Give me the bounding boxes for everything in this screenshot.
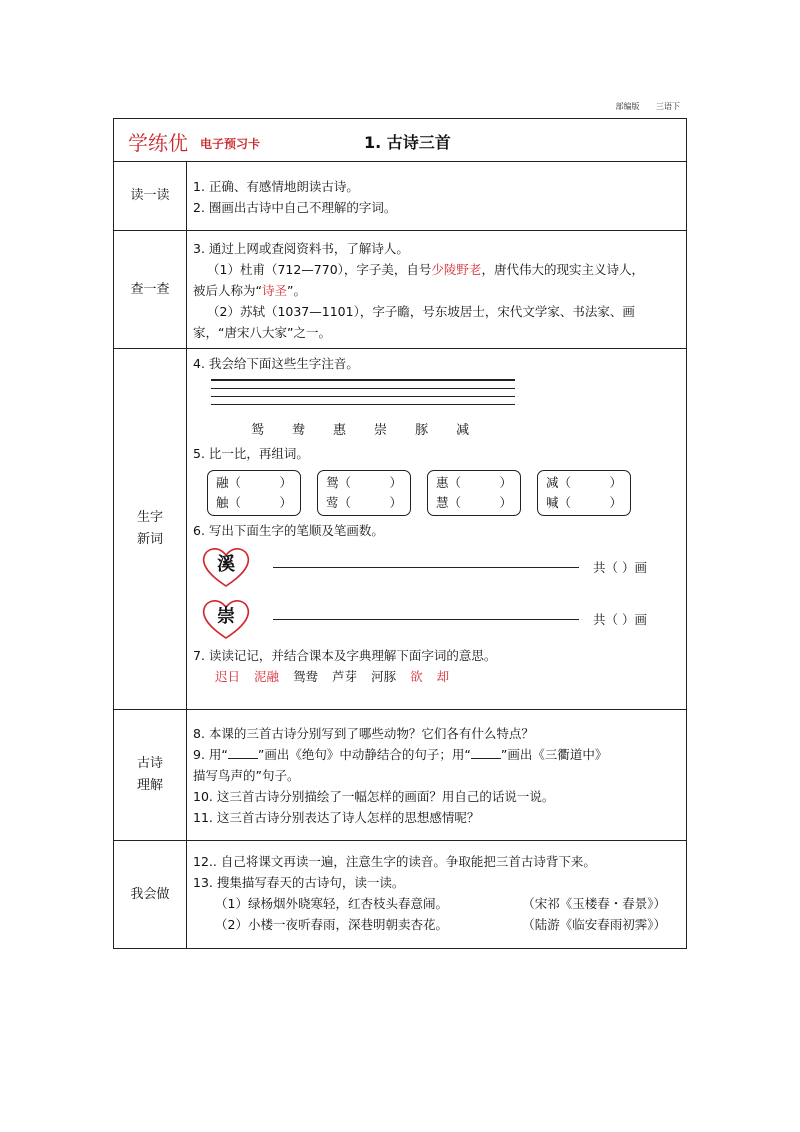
compare-paren: ） — [609, 495, 622, 510]
section-body — [187, 841, 686, 948]
compare-char: 喊（ — [546, 495, 572, 510]
stroke-count: 共（ ）画 — [593, 612, 647, 627]
highlight-text: 诗圣 — [261, 283, 287, 298]
question-3: 3. 通过上网或查阅资料书，了解诗人。 — [193, 241, 409, 256]
compare-char: 减（ — [546, 475, 572, 490]
compare-paren: ） — [499, 495, 512, 510]
poet-dufu-text: ，唐代伟大的现实主义诗人， — [481, 262, 644, 277]
section-body — [187, 231, 686, 348]
compare-paren: ） — [389, 475, 402, 490]
section-do — [114, 841, 686, 948]
poem-text: （2）小楼一夜听春雨，深巷明朝卖杏花。 — [215, 917, 448, 932]
question-10: 10. 这三首古诗分别描绘了一幅怎样的画面？用自己的话说一说。 — [193, 789, 555, 804]
section-new-chars — [114, 349, 686, 710]
poem-line — [193, 893, 686, 914]
poem-source: （宋祁《玉楼春・春景》） — [522, 896, 666, 911]
question-2: 2. 圈画出古诗中自己不理解的字词。 — [193, 200, 397, 215]
stroke-row — [193, 541, 686, 593]
lesson-title: 1. 古诗三首 — [364, 133, 451, 152]
compare-boxes — [207, 470, 686, 516]
stroke-count: 共（ ）画 — [593, 560, 647, 575]
char-item: 惠 — [333, 423, 347, 438]
char-list — [251, 420, 686, 441]
stroke-row — [193, 593, 686, 645]
question-9 — [193, 744, 686, 765]
section-label: 查一查 — [114, 231, 187, 348]
question-6: 6. 写出下面生字的笔顺及笔画数。 — [193, 523, 384, 538]
question-9-text: ”画出《三衢道中》 — [500, 747, 608, 762]
stroke-order-line[interactable] — [273, 619, 579, 620]
char-item: 鸳 — [251, 423, 265, 438]
section-label-line: 理解 — [136, 778, 163, 793]
poet-dufu-line — [193, 259, 686, 280]
question-8: 8. 本课的三首古诗分别写到了哪些动物？它们各有什么特点？ — [193, 726, 534, 741]
vocab-word: 却 — [436, 669, 450, 684]
compare-paren: ） — [279, 475, 292, 490]
vocab-word: 欲 — [410, 669, 423, 684]
card-header — [114, 119, 686, 162]
vocab-word: 鸳鸯 — [293, 669, 319, 684]
poet-dufu-text: （1）杜甫（712—770），字子美，自号 — [207, 262, 432, 277]
compare-char: 触（ — [216, 495, 242, 510]
question-7: 7. 读读记记，并结合课本及字典理解下面字词的意思。 — [193, 648, 497, 663]
brand-logo: 学练优 — [128, 131, 188, 155]
char-item: 崇 — [374, 423, 388, 438]
compare-paren: ） — [499, 475, 512, 490]
compare-char: 莺（ — [326, 495, 352, 510]
section-body — [187, 162, 686, 230]
section-body — [187, 349, 686, 709]
vocab-word: 迟日 — [215, 669, 241, 684]
char-item: 鸯 — [292, 423, 306, 438]
question-9-text: 9. 用“ — [193, 747, 228, 762]
poet-dufu-line — [193, 280, 686, 301]
compare-paren: ） — [609, 475, 622, 490]
section-label-line: 生字 — [136, 510, 163, 525]
compare-char: 鸳（ — [326, 475, 352, 490]
char-item: 豚 — [415, 423, 429, 438]
word-list — [215, 666, 686, 687]
section-label: 读一读 — [114, 162, 187, 230]
underline-sample — [228, 746, 258, 759]
pinyin-lines[interactable] — [211, 379, 515, 412]
preview-card — [113, 118, 687, 949]
question-9-cont: 描写鸟声的”句子。 — [193, 768, 300, 783]
vocab-word: 泥融 — [254, 669, 280, 684]
section-label-line: 古诗 — [136, 756, 163, 771]
question-9-text: ”画出《绝句》中动静结合的句子；用“ — [257, 747, 471, 762]
compare-box[interactable] — [537, 470, 631, 516]
compare-paren: ） — [279, 495, 292, 510]
compare-box[interactable] — [317, 470, 411, 516]
poet-dufu-text: 被后人称为“ — [193, 283, 262, 298]
compare-char: 融（ — [216, 475, 242, 490]
stroke-order-line[interactable] — [273, 567, 579, 568]
compare-paren: ） — [389, 495, 402, 510]
char-item: 减 — [456, 423, 470, 438]
question-11: 11. 这三首古诗分别表达了诗人怎样的思想感情呢？ — [193, 810, 480, 825]
poet-sushi-line: （2）苏轼（1037—1101），字子瞻，号东坡居士，宋代文学家、书法家、画 — [207, 304, 635, 319]
section-label-line: 新词 — [136, 532, 163, 547]
compare-char: 惠（ — [436, 475, 462, 490]
stroke-char: 崇 — [217, 606, 235, 627]
section-label — [114, 710, 187, 840]
question-12: 12.. 自己将课文再读一遍，注意生字的读音。争取能把三首古诗背下来。 — [193, 854, 596, 869]
vocab-word: 河豚 — [371, 669, 397, 684]
highlight-text: 少陵野老 — [431, 262, 482, 277]
poem-text: （1）绿杨烟外晓寒轻，红杏枝头春意闹。 — [215, 896, 448, 911]
poet-sushi-line: 家，“唐宋八大家”之一。 — [193, 325, 331, 340]
section-label: 我会做 — [114, 841, 187, 948]
underline-sample — [471, 746, 501, 759]
question-5: 5. 比一比，再组词。 — [193, 446, 309, 461]
section-poem — [114, 710, 686, 841]
brand-subtitle: 电子预习卡 — [200, 137, 261, 151]
edition-meta — [601, 101, 680, 112]
section-body — [187, 710, 686, 840]
stroke-char: 溪 — [217, 554, 235, 575]
grade-label: 三语下 — [656, 102, 680, 111]
vocab-word: 芦芽 — [332, 669, 358, 684]
poet-dufu-text: ”。 — [287, 283, 306, 298]
compare-box[interactable] — [207, 470, 301, 516]
poem-source: （陆游《临安春雨初霁》） — [522, 917, 666, 932]
question-4: 4. 我会给下面这些生字注音。 — [193, 356, 359, 371]
compare-char: 慧（ — [436, 495, 462, 510]
section-label — [114, 349, 187, 709]
section-lookup — [114, 231, 686, 349]
question-13: 13. 搜集描写春天的古诗句，读一读。 — [193, 875, 405, 890]
edition-label: 部编版 — [615, 102, 640, 111]
compare-box[interactable] — [427, 470, 521, 516]
question-1: 1. 正确、有感情地朗读古诗。 — [193, 179, 359, 194]
section-read — [114, 162, 686, 231]
poem-line — [193, 914, 686, 935]
